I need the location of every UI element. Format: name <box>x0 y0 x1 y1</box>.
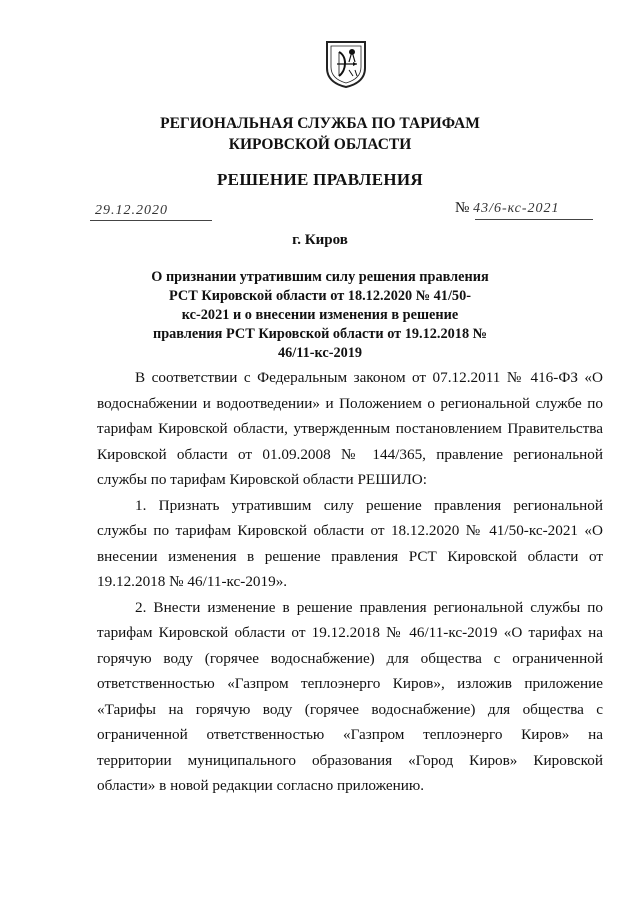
document-subject: О признании утратившим силу решения правления РСТ Кировской области от 18.12.2020 № 41/50-кс-2021 и о внесении изменения в решение правления РСТ Кировской области от 19.12.2018 № 46/11-кс-2019 <box>151 269 489 361</box>
decision-date: 29.12.2020 <box>95 203 168 218</box>
organization-name-line2: КИРОВСКОЙ ОБЛАСТИ <box>228 136 412 153</box>
date-underline <box>90 220 212 221</box>
number-value: 43/6-кс-2021 <box>473 201 560 216</box>
document-body <box>97 365 603 799</box>
number-label: № <box>455 200 470 216</box>
number-underline <box>475 219 593 220</box>
decision-number <box>455 200 560 217</box>
paragraph-item-1: 1. Признать утратившим силу решение правления региональной службы по тарифам Кировской области от 18.12.2020 № 41/50-кс-2021 «О внесении изменения в решение правления РСТ Кировской области от 19.12.2018 № 46/11-кс-2019». <box>97 496 603 590</box>
document-type-title: РЕШЕНИЕ ПРАВЛЕНИЯ <box>217 170 423 189</box>
paragraph-preamble: В соответствии с Федеральным законом от 07.12.2011 № 416-ФЗ «О водоснабжении и водоотведении» и Положением о региональной службе по тарифам Кировской области, утвержденным постановлением Правительства Кировской области от 01.09.2008 № 144/365, правление региональной службы по тарифам Кировской области РЕШИЛО: <box>97 369 603 488</box>
coat-of-arms-icon <box>325 40 367 88</box>
organization-name-line1: РЕГИОНАЛЬНАЯ СЛУЖБА ПО ТАРИФАМ <box>160 115 480 132</box>
paragraph-item-2: 2. Внести изменение в решение правления региональной службы по тарифам Кировской области от 19.12.2018 № 46/11-кс-2019 «О тарифах на горячую воду (горячее водоснабжение) для общества с ограниченной ответственностью «Газпром теплоэнерго Киров», изложив приложение «Тарифы на горячую воду (горячее водоснабжение) для общества с ограниченной ответственностью «Газпром теплоэнерго Киров» на территории муниципального образования «Город Киров» Кировской области» в новой редакции согласно приложению. <box>97 598 603 794</box>
city: г. Киров <box>292 232 348 248</box>
